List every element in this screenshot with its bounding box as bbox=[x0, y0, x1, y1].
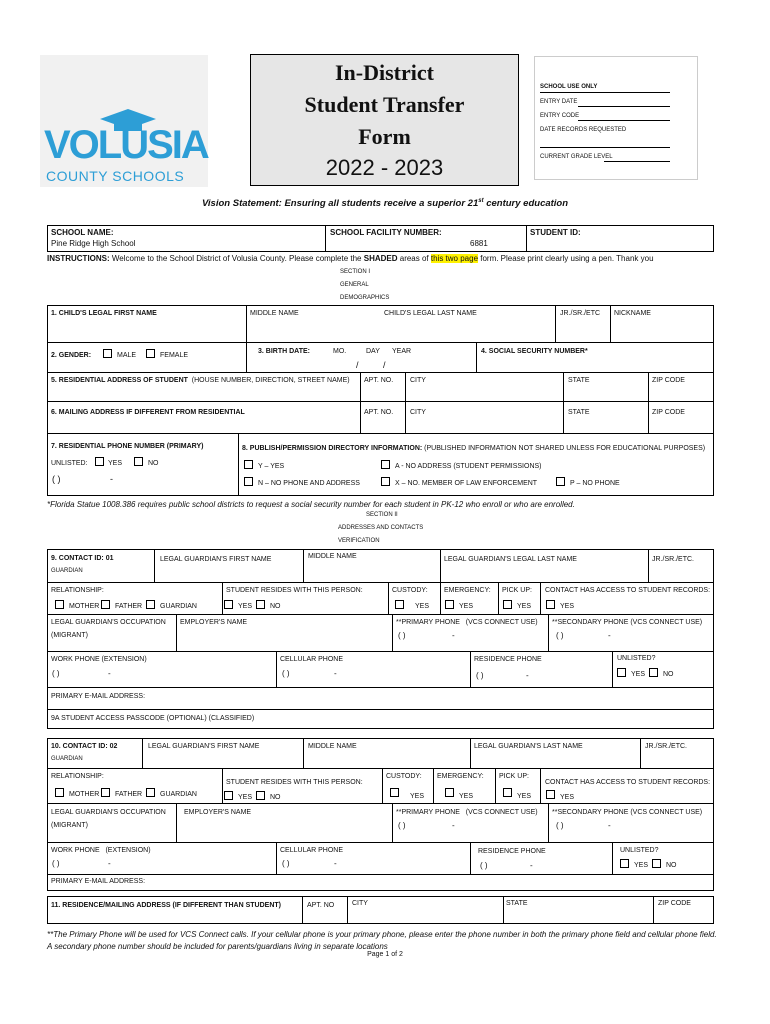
publish-no-phone-checkbox[interactable] bbox=[556, 477, 565, 486]
contact-1-work-phone-label: WORK PHONE (EXTENSION) bbox=[51, 656, 147, 663]
contact-1-pickup-label: PICK UP: bbox=[502, 587, 532, 594]
city-label: CITY bbox=[410, 377, 426, 384]
contact-2-guardian: GUARDIAN bbox=[51, 756, 83, 762]
contact-1-records-label: CONTACT HAS ACCESS TO STUDENT RECORDS: bbox=[545, 587, 711, 594]
contact-1-resides-no-label: NO bbox=[270, 603, 281, 610]
entry-code-label: ENTRY CODE bbox=[540, 113, 580, 119]
female-label: FEMALE bbox=[160, 352, 189, 359]
contact-1-residence-phone-b: - bbox=[526, 671, 529, 680]
contact-1-primary-phone-label: **PRIMARY PHONE (VCS CONNECT USE) bbox=[396, 619, 538, 626]
state-label: STATE bbox=[568, 377, 590, 384]
contact-2-secondary-phone-b: - bbox=[608, 821, 611, 830]
section-2-sub2: VERIFICATION bbox=[338, 538, 380, 544]
contact-2-suffix-label: JR./SR./ETC. bbox=[645, 743, 688, 750]
birth-day-label: DAY bbox=[366, 348, 380, 355]
zip-label: ZIP CODE bbox=[652, 377, 685, 384]
mail-zip-label: ZIP CODE bbox=[652, 409, 685, 416]
school-name-label: SCHOOL NAME: bbox=[51, 228, 114, 237]
footer-note: **The Primary Phone will be used for VCS Connect calls. If your cellular phone is your primary phone, please enter the phone number in both the primary phone field and cellular phone field. A secondary phone number should be included for parents/guardians living in separate locations bbox=[47, 930, 717, 951]
nickname-label: NICKNAME bbox=[614, 310, 651, 317]
contact-1-employer-label: EMPLOYER'S NAME bbox=[180, 619, 248, 626]
contact-2-residence-phone-b: - bbox=[530, 861, 533, 870]
birth-month-label: MO. bbox=[333, 348, 347, 355]
contact-2-employer-label: EMPLOYER'S NAME bbox=[184, 809, 252, 816]
child-last-name-label: CHILD'S LEGAL LAST NAME bbox=[384, 310, 477, 317]
contact-2-father-label: FATHER bbox=[115, 791, 143, 798]
contact-1-mother-checkbox[interactable] bbox=[55, 600, 64, 609]
mailing-address-label: 6. MAILING ADDRESS IF DIFFERENT FROM RESIDENTIAL bbox=[51, 409, 245, 416]
contact-2-primary-phone-b: - bbox=[452, 821, 455, 830]
section-1-sub2: DEMOGRAPHICS bbox=[340, 295, 390, 301]
contact-2-primary-phone-a[interactable]: ( ) bbox=[398, 821, 406, 830]
contact-2-emergency-checkbox[interactable] bbox=[445, 788, 454, 797]
title-line-1: In-District bbox=[335, 60, 434, 85]
school-use-title: SCHOOL USE ONLY bbox=[540, 84, 598, 90]
page-number: Page 1 of 2 bbox=[367, 951, 403, 958]
male-checkbox[interactable] bbox=[103, 349, 112, 358]
facility-number-label: SCHOOL FACILITY NUMBER: bbox=[330, 228, 442, 237]
logo-sub-text: COUNTY SCHOOLS bbox=[46, 168, 185, 184]
contact-2-resides-yes-label: YES bbox=[238, 794, 253, 801]
contact-2-email-label: PRIMARY E-MAIL ADDRESS: bbox=[51, 878, 146, 885]
contact-1-cell-phone-b: - bbox=[334, 669, 337, 678]
contact-2-guardian-label: GUARDIAN bbox=[160, 791, 197, 798]
contact-2-id: 10. CONTACT ID: 02 bbox=[51, 743, 118, 750]
contact-2-unlisted-yes-checkbox[interactable] bbox=[620, 859, 629, 868]
section-1-title: SECTION I bbox=[340, 269, 371, 275]
birth-date-label: 3. BIRTH DATE: bbox=[258, 348, 310, 355]
contact-1-emergency-label: EMERGENCY: bbox=[444, 587, 491, 594]
contact-1-relationship-label: RELATIONSHIP: bbox=[51, 587, 104, 594]
contact-1-migrant-label: (MIGRANT) bbox=[51, 632, 88, 639]
contact-2-work-phone-label: WORK PHONE (EXTENSION) bbox=[51, 847, 151, 854]
contact-2-resides-yes-checkbox[interactable] bbox=[224, 791, 233, 800]
entry-date-label: ENTRY DATE bbox=[540, 99, 578, 105]
contact-1-residence-phone-a[interactable]: ( ) bbox=[476, 671, 484, 680]
contact-2-unlisted-label: UNLISTED? bbox=[620, 847, 659, 854]
contact-2-relationship-label: RELATIONSHIP: bbox=[51, 773, 104, 780]
contact-2-emergency-label: EMERGENCY: bbox=[437, 773, 484, 780]
contact-1-pickup-yes: YES bbox=[517, 603, 532, 610]
unlisted-no-checkbox[interactable] bbox=[134, 457, 143, 466]
contact-1-guardian-label: GUARDIAN bbox=[160, 603, 197, 610]
contact-2-resides-no-checkbox[interactable] bbox=[256, 791, 265, 800]
contact-1-first-name-label: LEGAL GUARDIAN'S FIRST NAME bbox=[160, 556, 272, 563]
contact-1-secondary-phone-a[interactable]: ( ) bbox=[556, 631, 564, 640]
section-1-sub1: GENERAL bbox=[340, 282, 369, 288]
section-11-apt-label: APT. NO bbox=[307, 902, 335, 909]
unlisted-no-label: NO bbox=[148, 460, 159, 467]
contact-2-custody-label: CUSTODY: bbox=[386, 773, 422, 780]
birth-slash-1: / bbox=[356, 360, 359, 370]
logo-main-text: VOLUSIA bbox=[44, 123, 208, 167]
contact-1-suffix-label: JR./SR./ETC. bbox=[652, 556, 695, 563]
contact-1-email-label: PRIMARY E-MAIL ADDRESS: bbox=[51, 693, 146, 700]
student-id-label: STUDENT ID: bbox=[530, 228, 581, 237]
contact-2-unlisted-no-checkbox[interactable] bbox=[652, 859, 661, 868]
male-label: MALE bbox=[117, 352, 137, 359]
contact-2-custody-yes: YES bbox=[410, 793, 425, 800]
contact-2-primary-phone-label: **PRIMARY PHONE (VCS CONNECT USE) bbox=[396, 809, 538, 816]
unlisted-yes-label: YES bbox=[108, 460, 123, 467]
publish-yes-label: Y – YES bbox=[258, 463, 285, 470]
contact-1-passcode-label: 9A STUDENT ACCESS PASSCODE (OPTIONAL) (CLASSIFIED) bbox=[51, 715, 255, 722]
vision-statement: Vision Statement: Ensuring all students receive a superior 21st century education bbox=[201, 198, 569, 210]
contact-2-work-phone-b: - bbox=[108, 859, 111, 868]
contact-2-resides-no-label: NO bbox=[270, 794, 281, 801]
contact-1-cell-phone-a[interactable]: ( ) bbox=[282, 669, 290, 678]
contact-2-secondary-phone-label: **SECONDARY PHONE (VCS CONNECT USE) bbox=[552, 809, 703, 816]
school-name-value[interactable]: Pine Ridge High School bbox=[51, 239, 136, 248]
contact-1-father-label: FATHER bbox=[115, 603, 143, 610]
contact-1-table bbox=[47, 549, 714, 729]
contact-2-guardian-checkbox[interactable] bbox=[146, 788, 155, 797]
facility-number-value[interactable]: 6881 bbox=[470, 239, 488, 248]
contact-2-records-checkbox[interactable] bbox=[546, 790, 555, 799]
birth-slash-2: / bbox=[383, 360, 386, 370]
contact-2-cell-phone-label: CELLULAR PHONE bbox=[280, 847, 344, 854]
title-line-3: Form bbox=[358, 124, 411, 149]
contact-2-residence-phone-a[interactable]: ( ) bbox=[480, 861, 488, 870]
contact-1-last-name-label: LEGAL GUARDIAN'S LEGAL LAST NAME bbox=[444, 556, 577, 563]
contact-1-primary-phone-b: - bbox=[452, 631, 455, 640]
contact-2-pickup-yes: YES bbox=[517, 793, 532, 800]
contact-1-cell-phone-label: CELLULAR PHONE bbox=[280, 656, 344, 663]
contact-2-secondary-phone-a[interactable]: ( ) bbox=[556, 821, 564, 830]
contact-1-resides-yes-checkbox[interactable] bbox=[224, 600, 233, 609]
section-2-sub1: ADDRESSES AND CONTACTS bbox=[338, 525, 424, 531]
contact-1-middle-name-label: MIDDLE NAME bbox=[308, 553, 357, 560]
contact-2-work-phone-a[interactable]: ( ) bbox=[52, 859, 60, 868]
contact-2-middle-name-label: MIDDLE NAME bbox=[308, 743, 357, 750]
contact-2-unlisted-yes-label: YES bbox=[634, 862, 649, 869]
suffix-label: JR./SR./ETC bbox=[560, 310, 601, 317]
ssn-label: 4. SOCIAL SECURITY NUMBER* bbox=[481, 348, 588, 355]
contact-2-resides-label: STUDENT RESIDES WITH THIS PERSON: bbox=[226, 779, 363, 786]
contact-1-unlisted-no-checkbox[interactable] bbox=[649, 668, 658, 677]
contact-2-records-label: CONTACT HAS ACCESS TO STUDENT RECORDS: bbox=[545, 779, 711, 786]
publish-yes-checkbox[interactable] bbox=[244, 460, 253, 469]
contact-1-records-checkbox[interactable] bbox=[546, 600, 555, 609]
contact-1-secondary-phone-label: **SECONDARY PHONE (VCS CONNECT USE) bbox=[552, 619, 703, 626]
contact-2-mother-label: MOTHER bbox=[69, 791, 100, 798]
contact-1-resides-no-checkbox[interactable] bbox=[256, 600, 265, 609]
contact-1-custody-checkbox[interactable] bbox=[395, 600, 404, 609]
contact-1-father-checkbox[interactable] bbox=[101, 600, 110, 609]
middle-name-label: MIDDLE NAME bbox=[250, 310, 299, 317]
title-line-2: Student Transfer bbox=[304, 92, 465, 117]
publish-law-enforcement-label: X – NO. MEMBER OF LAW ENFORCEMENT bbox=[395, 480, 538, 487]
mail-apt-label: APT. NO. bbox=[364, 409, 394, 416]
residential-phone-label: 7. RESIDENTIAL PHONE NUMBER (PRIMARY) bbox=[51, 443, 204, 450]
date-records-label: DATE RECORDS REQUESTED bbox=[540, 127, 627, 133]
child-first-name-label: 1. CHILD'S LEGAL FIRST NAME bbox=[51, 310, 157, 317]
publish-no-address-label: A - NO ADDRESS (STUDENT PERMISSIONS) bbox=[395, 463, 542, 470]
contact-1-mother-label: MOTHER bbox=[69, 603, 100, 610]
contact-1-emergency-yes: YES bbox=[459, 603, 474, 610]
contact-2-emergency-yes: YES bbox=[459, 793, 474, 800]
logo bbox=[40, 55, 208, 187]
school-year: 2022 - 2023 bbox=[325, 155, 444, 180]
residential-address-label: 5. RESIDENTIAL ADDRESS OF STUDENT (HOUSE NUMBER, DIRECTION, STREET NAME) bbox=[51, 377, 350, 384]
section-11-address-label: 11. RESIDENCE/MAILING ADDRESS (IF DIFFERENT THAN STUDENT) bbox=[51, 902, 281, 909]
publish-permission-label: 8. PUBLISH/PERMISSION DIRECTORY INFORMATION: (PUBLISHED INFORMATION NOT SHARED UNLESS FOR EDUCATIONAL PURPOSES) bbox=[242, 445, 706, 452]
mail-city-label: CITY bbox=[410, 409, 426, 416]
contact-1-emergency-checkbox[interactable] bbox=[445, 600, 454, 609]
contact-1-guardian: GUARDIAN bbox=[51, 568, 83, 574]
contact-1-custody-label: CUSTODY: bbox=[392, 587, 428, 594]
apt-label: APT. NO. bbox=[364, 377, 394, 384]
unlisted-label: UNLISTED: bbox=[51, 460, 88, 467]
contact-1-work-phone-b: - bbox=[108, 669, 111, 678]
instructions: INSTRUCTIONS: Welcome to the School District of Volusia County. Please complete the SHADED areas of this two page form. Please print clearly using a pen. Thank you bbox=[47, 254, 654, 263]
ssn-footnote: *Florida Statue 1008.386 requires public school districts to request a social security number for each student in PK-12 who enroll or who are enrolled. bbox=[47, 500, 575, 509]
unlisted-yes-checkbox[interactable] bbox=[95, 457, 104, 466]
phone-dash: - bbox=[110, 474, 113, 484]
contact-2-records-yes: YES bbox=[560, 794, 575, 801]
contact-2-residence-phone-label: RESIDENCE PHONE bbox=[478, 848, 546, 855]
contact-1-pickup-checkbox[interactable] bbox=[503, 600, 512, 609]
contact-1-records-yes: YES bbox=[560, 603, 575, 610]
contact-1-unlisted-yes-label: YES bbox=[631, 671, 646, 678]
birth-year-label: YEAR bbox=[392, 348, 412, 355]
publish-no-address-checkbox[interactable] bbox=[381, 460, 390, 469]
contact-2-first-name-label: LEGAL GUARDIAN'S FIRST NAME bbox=[148, 743, 260, 750]
publish-no-phone-address-label: N – NO PHONE AND ADDRESS bbox=[258, 480, 360, 487]
current-grade-label: CURRENT GRADE LEVEL bbox=[540, 154, 613, 160]
publish-no-phone-address-checkbox[interactable] bbox=[244, 477, 253, 486]
contact-2-last-name-label: LEGAL GUARDIAN'S LAST NAME bbox=[474, 743, 583, 750]
contact-2-pickup-checkbox[interactable] bbox=[503, 788, 512, 797]
contact-1-secondary-phone-b: - bbox=[608, 631, 611, 640]
contact-1-unlisted-no-label: NO bbox=[663, 671, 674, 678]
contact-2-mother-checkbox[interactable] bbox=[55, 788, 64, 797]
contact-2-unlisted-no-label: NO bbox=[666, 862, 677, 869]
section-11-city-label: CITY bbox=[352, 900, 368, 907]
contact-1-id: 9. CONTACT ID: 01 bbox=[51, 555, 114, 562]
contact-1-residence-phone-label: RESIDENCE PHONE bbox=[474, 656, 542, 663]
publish-no-phone-label: P – NO PHONE bbox=[570, 480, 620, 487]
gender-label: 2. GENDER: bbox=[51, 352, 92, 359]
mail-state-label: STATE bbox=[568, 409, 590, 416]
contact-1-work-phone-a[interactable]: ( ) bbox=[52, 669, 60, 678]
contact-2-pickup-label: PICK UP: bbox=[499, 773, 529, 780]
contact-1-custody-yes: YES bbox=[415, 603, 430, 610]
contact-1-guardian-checkbox[interactable] bbox=[146, 600, 155, 609]
contact-2-father-checkbox[interactable] bbox=[101, 788, 110, 797]
contact-1-unlisted-yes-checkbox[interactable] bbox=[617, 668, 626, 677]
contact-2-occupation-label: LEGAL GUARDIAN'S OCCUPATION bbox=[51, 809, 166, 816]
publish-law-enforcement-checkbox[interactable] bbox=[381, 477, 390, 486]
contact-1-unlisted-label: UNLISTED? bbox=[617, 655, 656, 662]
contact-2-cell-phone-a[interactable]: ( ) bbox=[282, 859, 290, 868]
phone-area-code[interactable]: ( ) bbox=[52, 474, 61, 484]
female-checkbox[interactable] bbox=[146, 349, 155, 358]
section-2-title: SECTION II bbox=[366, 512, 398, 518]
contact-2-custody-checkbox[interactable] bbox=[390, 788, 399, 797]
contact-1-primary-phone-a[interactable]: ( ) bbox=[398, 631, 406, 640]
section-11-state-label: STATE bbox=[506, 900, 528, 907]
contact-1-resides-yes-label: YES bbox=[238, 603, 253, 610]
section-11-zip-label: ZIP CODE bbox=[658, 900, 691, 907]
contact-1-resides-label: STUDENT RESIDES WITH THIS PERSON: bbox=[226, 587, 363, 594]
contact-2-cell-phone-b: - bbox=[334, 859, 337, 868]
contact-1-occupation-label: LEGAL GUARDIAN'S OCCUPATION bbox=[51, 619, 166, 626]
contact-2-migrant-label: (MIGRANT) bbox=[51, 822, 88, 829]
